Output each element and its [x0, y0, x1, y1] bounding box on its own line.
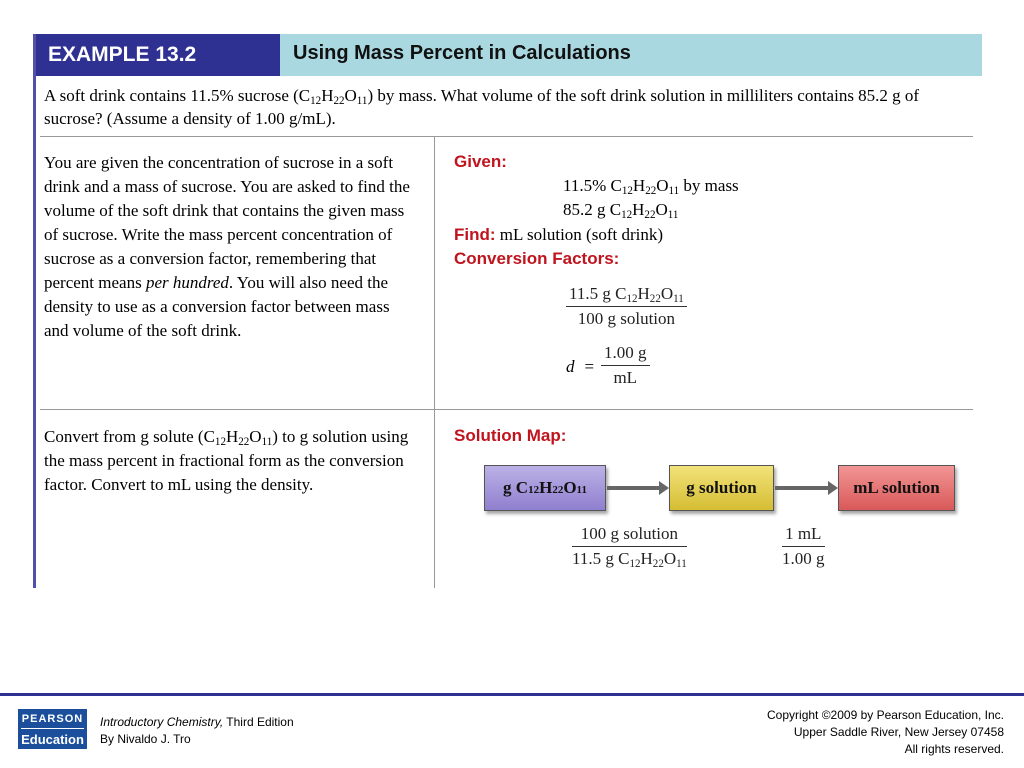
column-divider-step1 — [434, 137, 435, 409]
given-heading: Given: — [454, 152, 507, 171]
footer-rule — [0, 693, 1024, 696]
map-factor-mass-percent: 100 g solution 11.5 g $C_{12}H_{22}O_{11}$ — [572, 524, 687, 570]
step2-explanation: Convert from g solute $(C_{12}H_{22}O_{11})$ to g solution using the mass percent in fractional form as the conversion factor. Convert to mL using the density. — [44, 427, 409, 494]
column-divider-step2 — [434, 410, 435, 588]
divider-top — [40, 136, 973, 137]
map-factor-density: $\frac{1 mL}{1.00 g}$ — [782, 524, 825, 568]
example-label — [36, 34, 280, 76]
solution-map-heading: Solution Map: — [454, 426, 567, 445]
map-arrow-1 — [607, 486, 661, 490]
find-heading: Find: mL solution (soft drink) — [454, 225, 664, 244]
density-factor: $\frac{1.00 g}{mL}$ — [601, 343, 650, 388]
copyright-notice: Copyright ©2009 by Pearson Education, Inc. Upper Saddle River, New Jersey 07458 All rights reserved. — [767, 708, 1004, 756]
given-percent: 11.5% $C_{12}H_{22}O_{11}$ by mass — [563, 176, 739, 197]
book-author: By Nivaldo J. Tro — [100, 732, 191, 746]
given-mass: 85.2 g $C_{12}H_{22}O_{11}$ — [563, 200, 679, 221]
mass-percent-factor: 11.5 g $C_{12}H_{22}O_{11}$ 100 g solution — [566, 284, 687, 329]
map-box-grams-sucrose: g C12H22O11 — [484, 465, 606, 511]
problem-statement: A soft drink contains 11.5% sucrose $(C_{12}H_{22}O_{11})$ by mass. What volume of the soft drink solution in milliliters contains 85.2 g of sucrose? (Assume a density of 1.00 g/mL). — [44, 86, 920, 128]
title-bar — [280, 34, 982, 76]
map-arrow-2 — [775, 486, 830, 490]
map-box-ml-solution: mL solution — [838, 465, 955, 511]
conversion-factors-heading: Conversion Factors: — [454, 249, 620, 268]
left-accent-rule — [33, 34, 36, 588]
divider-middle — [40, 409, 973, 410]
book-title: Introductory Chemistry, — [100, 715, 224, 729]
map-box-grams-solution: g solution — [669, 465, 774, 511]
book-credit: Introductory Chemistry, Third Edition By Nivaldo J. Tro — [100, 715, 294, 746]
find-text: mL solution (soft drink) — [495, 225, 664, 244]
pearson-logo: PEARSON Education — [18, 709, 87, 749]
step1-explanation: You are given the concentration of sucrose in a soft drink and a mass of sucrose. You are asked to find the volume of the soft drink that contains the given mass of sucrose. Write the mass percent concentration of sucrose as a conversion factor, remembering that percent means per hundred. You will also need the density to use as a conversion factor between mass and volume of the soft drink. — [44, 153, 410, 340]
slide-title: Using Mass Percent in Calculations — [293, 42, 631, 64]
density-symbol: d = — [566, 357, 595, 376]
per-hundred-emphasis: per hundred — [145, 273, 229, 292]
example-label-text: EXAMPLE 13.2 — [48, 43, 197, 66]
